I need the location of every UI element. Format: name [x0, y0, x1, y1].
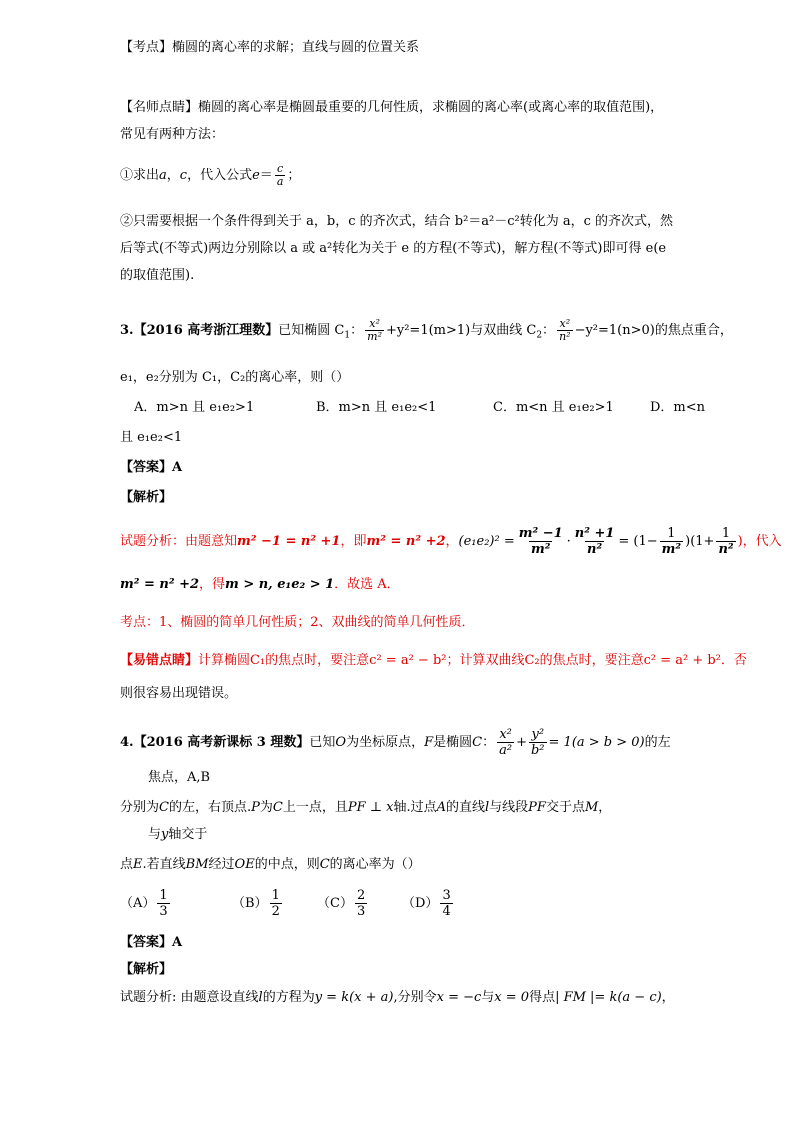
method2-line-3: [120, 268, 194, 284]
var-OE: OE: [234, 857, 255, 872]
q4-text: ,分别令: [393, 990, 437, 1005]
q3-frac-x2-m2: [365, 318, 384, 343]
q3-answer-text: 【答案】A: [120, 460, 183, 475]
method2-text-2: 后等式(不等式)两边分别除以 a 或 a²转化为关于 e 的方程(不等式)，解方程(不等式)即可得 e(e: [120, 241, 667, 256]
equals: ＝: [259, 168, 273, 183]
q4-option-a: [120, 888, 172, 919]
frac-num: x²: [499, 727, 512, 742]
frac-den: 3: [356, 904, 366, 919]
analysis-frac-4: [716, 526, 735, 557]
analysis-text: ，: [445, 534, 459, 549]
q4-text: ，: [598, 800, 612, 815]
frac-den: m²: [367, 330, 382, 343]
q4-jiexi: [120, 962, 172, 978]
frac-den: m²: [530, 542, 551, 557]
option-label: （B）: [232, 896, 268, 911]
frac-num: y²: [531, 727, 545, 742]
q4-eq: PF ⊥ x: [347, 800, 394, 815]
q3-stem-e: −y²=1(n>0)的焦点重合，: [574, 323, 733, 338]
method2-line-2: [120, 241, 666, 257]
q4-line5: [120, 857, 421, 873]
var-P: P: [251, 800, 260, 815]
q3-option-a-text: A．m>n 且 e₁e₂>1: [134, 400, 255, 415]
q4-text: 经过: [208, 857, 235, 872]
analysis-frac-3: [660, 526, 683, 557]
method2-line-1: [120, 214, 673, 230]
var-A: A: [436, 800, 446, 815]
q4-line4: [148, 827, 207, 843]
q3-stem-line: [120, 318, 733, 343]
q4-text: 的左: [644, 735, 671, 750]
q4-source: 【2016 高考新课标 3 理数】: [133, 735, 310, 750]
q4-text: 上一点，且: [282, 800, 348, 815]
method2-text-1: ②只需要根据一个条件得到关于 a，b，c 的齐次式，结合 b²＝a²－c²转化为 a，c 的齐次式，然: [120, 214, 674, 229]
var-C: C: [159, 800, 169, 815]
dianjing-line-2: [120, 127, 224, 143]
q4-text: 的直线: [445, 800, 485, 815]
q4-frac-y2-b2: [529, 727, 547, 758]
var-e: e: [252, 168, 260, 183]
var-C: C: [319, 857, 330, 872]
frac-den: n²: [718, 542, 734, 557]
analysis-text: 试题分析：由题意知: [120, 534, 238, 549]
method2-text-3: 的取值范围).: [120, 268, 195, 283]
plus: +: [516, 735, 527, 750]
q3-stem-c: +y²=1(m>1)与双曲线 C: [385, 323, 537, 338]
method1-text-2: ，代入公式: [187, 168, 253, 183]
analysis-text: ．故选 A．: [334, 577, 400, 592]
q4-text: 与: [148, 827, 162, 842]
frac-den: n²: [559, 330, 571, 343]
frac-den: n²: [587, 542, 603, 557]
q3-frac-x2-n2: [557, 318, 573, 343]
analysis-eq-7: m > n, e₁e₂ > 1: [225, 577, 335, 592]
kaodian-line: [120, 40, 419, 56]
frac-den: 3: [159, 904, 168, 919]
var-C: C: [272, 800, 283, 815]
frac-num: 1: [667, 526, 676, 541]
analysis-frac-2: [573, 526, 617, 557]
q3-kaodian-text: 考点：1、椭圆的简单几何性质；2、双曲线的简单几何性质．: [120, 615, 475, 630]
method1-line: [120, 163, 300, 188]
kaodian-text: 【考点】椭圆的离心率的求解；直线与圆的位置关系: [120, 40, 420, 55]
q4-eq: y = k(x + a): [314, 990, 394, 1005]
q3-kaodian: [120, 615, 475, 631]
q4-text: 的方程为: [262, 990, 315, 1005]
var-C: C: [472, 735, 483, 750]
frac-den: b²: [530, 743, 545, 758]
q4-eq: = 1(a > b > 0): [548, 735, 645, 750]
q4-line2-text: 焦点，A,B: [148, 770, 211, 785]
analysis-eq-2: m² = n² +2: [366, 534, 446, 549]
q4-text: 的离心率为（）: [329, 857, 421, 872]
dianjing-line-1: [120, 100, 663, 116]
var-a: a: [159, 168, 167, 183]
frac-den: m²: [661, 542, 682, 557]
var-O: O: [335, 735, 347, 750]
q4-text: 得点: [529, 990, 556, 1005]
var-l: l: [484, 800, 490, 815]
frac-num: n² +1: [574, 526, 615, 541]
q3-option-d: [650, 400, 705, 416]
analysis-eq-5: )(1+: [685, 534, 715, 549]
q3-sub-1: 1: [344, 330, 351, 341]
q4-option-d-frac: [440, 888, 452, 919]
q4-frac-x2-a2: [497, 727, 514, 758]
frac-num: c: [277, 162, 284, 175]
frac-num: 3: [442, 888, 451, 903]
var-c: c: [179, 168, 188, 183]
fraction-c-over-a: [275, 163, 286, 188]
var-PF: PF: [528, 800, 546, 815]
frac-num: x²: [559, 317, 571, 330]
q4-text: 为: [259, 800, 273, 815]
frac-den: a: [276, 175, 284, 188]
q4-text: .若直线: [142, 857, 186, 872]
q4-text: 轴交于: [168, 827, 208, 842]
q4-text: 试题分析: 由题意设直线: [120, 990, 259, 1005]
q3-line2-text: e₁，e₂分别为 C₁，C₂的离心率，则（）: [120, 370, 350, 385]
q4-line3: [120, 800, 611, 816]
q4-option-b: [232, 888, 284, 919]
q3-jiexi: [120, 490, 172, 506]
q3-option-d-text: D．m<n: [650, 400, 706, 415]
q4-option-a-frac: [157, 888, 169, 919]
q4-eq: x = −c: [436, 990, 482, 1005]
analysis-text: ，得: [199, 577, 226, 592]
q4-option-b-frac: [270, 888, 282, 919]
q3-stem-d: ：: [542, 323, 556, 338]
q3-line2: [120, 370, 349, 386]
dot: ·: [566, 534, 571, 549]
q3-answer: [120, 460, 182, 476]
q4-line2: [148, 770, 210, 786]
option-label: （C）: [317, 896, 353, 911]
analysis-eq-3: (e₁e₂)² =: [458, 534, 515, 549]
q3-analysis-line-1: [120, 526, 782, 557]
dianjing-text-2: 常见有两种方法：: [120, 127, 225, 142]
q3-stem-b: ：: [350, 323, 364, 338]
q4-eq: x = 0: [494, 990, 530, 1005]
q4-text: 的左，右顶点.: [168, 800, 252, 815]
analysis-eq-1: m² −1 = n² +1: [237, 534, 341, 549]
var-E: E: [133, 857, 143, 872]
q4-text: 与线段: [489, 800, 529, 815]
q4-text: ：: [482, 735, 496, 750]
q3-option-d-cont: [120, 430, 182, 446]
q4-number: 4.: [120, 735, 134, 750]
q3-option-c-text: C．m<n 且 e₁e₂>1: [493, 400, 614, 415]
frac-num: x²: [369, 317, 380, 330]
q3-yicuo-line-1: [120, 653, 747, 669]
q4-text: 为坐标原点，: [346, 735, 425, 750]
q4-text: 的中点，则: [254, 857, 320, 872]
analysis-eq-6: m² = n² +2: [120, 577, 200, 592]
q3-option-b: [316, 400, 436, 416]
q4-option-c: [317, 888, 369, 919]
q4-option-c-frac: [355, 888, 367, 919]
q3-stem-a: 已知椭圆 C: [278, 323, 345, 338]
q3-option-b-text: B．m>n 且 e₁e₂<1: [316, 400, 437, 415]
frac-num: 1: [721, 526, 731, 541]
q3-yicuo-line-2: [120, 686, 237, 702]
q4-text: 已知: [309, 735, 336, 750]
frac-den: 2: [271, 904, 280, 919]
q3-option-a: [134, 400, 254, 416]
q4-jiexi-text: 【解析】: [120, 962, 173, 977]
semicolon: ；: [287, 168, 301, 183]
frac-num: 1: [271, 888, 280, 903]
frac-num: 2: [356, 888, 366, 903]
q4-eq: | FM |= k(a − c): [555, 990, 662, 1005]
q4-text: 分别为: [120, 800, 160, 815]
analysis-eq-4: = (1−: [618, 534, 658, 549]
q3-analysis-line-2: [120, 577, 400, 593]
q4-option-d: [402, 888, 455, 919]
frac-num: m² −1: [518, 526, 563, 541]
q4-text: 交于点: [545, 800, 585, 815]
q3-number: 3.: [120, 323, 134, 338]
q4-stem-line: [120, 727, 671, 758]
frac-den: 4: [442, 904, 451, 919]
q4-analysis-line: [120, 990, 675, 1006]
q4-answer-text: 【答案】A: [120, 935, 183, 950]
frac-num: 1: [159, 888, 168, 903]
q4-text: ，: [661, 990, 675, 1005]
q3-sub-2: 2: [536, 330, 543, 341]
q4-answer: [120, 935, 182, 951]
q3-source: 【2016 高考浙江理数】: [133, 323, 279, 338]
q3-option-d-text-2: 且 e₁e₂<1: [120, 430, 183, 445]
q4-text: 轴.过点: [393, 800, 437, 815]
analysis-text: ，即: [340, 534, 367, 549]
var-F: F: [424, 735, 434, 750]
comma: ，: [166, 168, 180, 183]
yicuo-label: 【易错点睛】: [120, 653, 199, 668]
var-BM: BM: [185, 857, 209, 872]
frac-den: a²: [499, 743, 513, 758]
var-l: l: [258, 990, 263, 1005]
q4-text: 点: [120, 857, 134, 872]
yicuo-text-1: 计算椭圆C₁的焦点时，要注意c² = a² − b²；计算双曲线C₂的焦点时，要注意c² = a² + b²．否: [198, 653, 747, 668]
yicuo-text-2: 则很容易出现错误。: [120, 686, 238, 701]
q3-option-c: [493, 400, 614, 416]
analysis-frac-1: [517, 526, 565, 557]
var-M: M: [584, 800, 599, 815]
q4-text: 与: [481, 990, 495, 1005]
dianjing-text-1: 【名师点睛】椭圆的离心率是椭圆最重要的几何性质，求椭圆的离心率(或离心率的取值范围)，: [120, 100, 664, 115]
option-label: （D）: [402, 896, 439, 911]
analysis-text: )，代入: [737, 534, 782, 549]
option-label: （A）: [120, 896, 156, 911]
q3-jiexi-text: 【解析】: [120, 490, 173, 505]
q4-text: 是椭圆: [433, 735, 473, 750]
method1-text: ①求出: [120, 168, 160, 183]
var-y: y: [161, 827, 169, 842]
